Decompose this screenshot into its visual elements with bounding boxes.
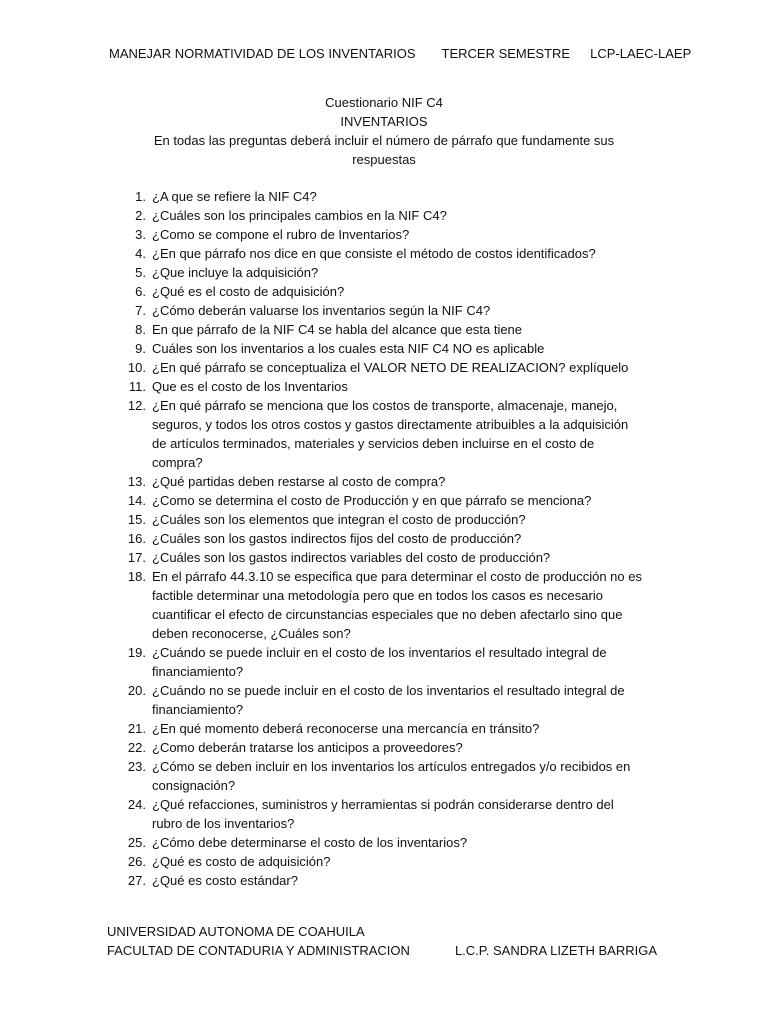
question-number: 6. [135,284,146,299]
question-text: ¿Qué es costo de adquisición? [152,854,331,869]
question-text: En que párrafo de la NIF C4 se habla del alcance que esta tiene [152,322,523,337]
question-item [0,491,642,510]
question-number: 22. [127,740,146,755]
question-text: Que es el costo de los Inventarios [152,379,348,394]
question-item [0,244,642,263]
question-item [0,396,642,472]
question-text: En el párrafo 44.3.10 se especifica que para determinar el costo de producción no es factible determinar una metodología pero que en todos los casos es necesario cuantificar el efecto de circunstancias especiales que no deben afectarlo sino que deben reconocerse, ¿Cuáles son? [152,569,642,641]
question-list [0,187,768,890]
question-text: ¿Cuándo se puede incluir en el costo de los inventarios el resultado integral de financiamiento? [152,645,607,679]
question-text: ¿En que párrafo nos dice en que consiste el método de costos identificados? [152,246,596,261]
question-item [0,282,642,301]
question-number: 24. [127,797,146,812]
question-number: 1. [135,189,146,204]
question-item [0,510,642,529]
question-text: ¿En qué párrafo se conceptualiza el VALOR NETO DE REALIZACION? explíquelo [152,360,629,375]
question-item [0,529,642,548]
question-text: ¿Qué es el costo de adquisición? [152,284,345,299]
question-item [0,738,642,757]
question-text: Cuáles son los inventarios a los cuales esta NIF C4 NO es aplicable [152,341,545,356]
question-number: 20. [127,683,146,698]
question-text: ¿Qué es costo estándar? [152,873,298,888]
question-text: ¿Cómo deberán valuarse los inventarios según la NIF C4? [152,303,491,318]
question-text: ¿Cuáles son los gastos indirectos variables del costo de producción? [152,550,551,565]
question-item [0,225,642,244]
question-text: ¿Cuáles son los elementos que integran el costo de producción? [152,512,526,527]
question-number: 9. [135,341,146,356]
question-text: ¿A que se refiere la NIF C4? [152,189,317,204]
question-number: 23. [127,759,146,774]
page-header [109,46,692,61]
question-item [0,339,642,358]
question-item [0,548,642,567]
question-text: ¿En qué párrafo se menciona que los costos de transporte, almacenaje, manejo, seguros, y todos los otros costos y gastos directamente atribuibles a la adquisición de artículos terminados, materiales y servicios deben incluirse en el costo de compra? [152,398,629,470]
question-item [0,833,642,852]
question-item [0,852,642,871]
question-number: 5. [135,265,146,280]
question-item [0,320,642,339]
question-text: ¿Qué partidas deben restarse al costo de compra? [152,474,446,489]
footer-university: UNIVERSIDAD AUTONOMA DE COAHUILA [107,924,365,939]
instruction-text: En todas las preguntas deberá incluir el número de párrafo que fundamente sus respuestas [153,133,615,167]
question-text: ¿Cuáles son los principales cambios en la NIF C4? [152,208,447,223]
question-number: 14. [127,493,146,508]
question-text: ¿Que incluye la adquisición? [152,265,319,280]
questionnaire-title: Cuestionario NIF C4 [325,95,443,110]
question-item [0,206,642,225]
question-item [0,263,642,282]
question-number: 15. [127,512,146,527]
question-number: 3. [135,227,146,242]
question-item [0,567,642,643]
question-text: ¿Como deberán tratarse los anticipos a proveedores? [152,740,463,755]
question-item [0,719,642,738]
question-item [0,187,642,206]
question-number: 26. [127,854,146,869]
question-text: ¿En qué momento deberá reconocerse una mercancía en tránsito? [152,721,540,736]
question-item [0,472,642,491]
question-number: 8. [135,322,146,337]
question-text: ¿Cuáles son los gastos indirectos fijos del costo de producción? [152,531,522,546]
question-item [0,757,642,795]
question-text: ¿Cómo debe determinarse el costo de los inventarios? [152,835,468,850]
question-text: ¿Como se determina el costo de Producción y en que párrafo se menciona? [152,493,592,508]
question-number: 10. [127,360,146,375]
question-number: 19. [127,645,146,660]
question-item [0,301,642,320]
header-programs: LCP-LAEC-LAEP [590,46,692,61]
question-number: 12. [127,398,146,413]
question-item [0,377,642,396]
question-text: ¿Cómo se deben incluir en los inventarios los artículos entregados y/o recibidos en consignación? [152,759,631,793]
question-number: 7. [135,303,146,318]
page-footer [107,922,667,960]
footer-faculty: FACULTAD DE CONTADURIA Y ADMINISTRACION [107,943,410,958]
question-number: 27. [127,873,146,888]
question-number: 2. [135,208,146,223]
question-item [0,681,642,719]
question-item [0,643,642,681]
question-number: 25. [127,835,146,850]
question-number: 18. [127,569,146,584]
header-subject: MANEJAR NORMATIVIDAD DE LOS INVENTARIOS [109,46,416,61]
question-number: 4. [135,246,146,261]
question-number: 21. [127,721,146,736]
question-item [0,871,642,890]
footer-author: L.C.P. SANDRA LIZETH BARRIGA [454,943,657,958]
question-number: 16. [127,531,146,546]
question-text: ¿Cuándo no se puede incluir en el costo de los inventarios el resultado integral de financiamiento? [152,683,625,717]
question-item [0,358,642,377]
header-semester: TERCER SEMESTRE [441,46,571,61]
question-number: 17. [127,550,146,565]
question-text: ¿Qué refacciones, suministros y herramientas si podrán considerarse dentro del rubro de los inventarios? [152,797,614,831]
question-text: ¿Como se compone el rubro de Inventarios? [152,227,410,242]
question-item [0,795,642,833]
question-number: 11. [128,379,146,394]
title-block [134,93,634,169]
topic-title: INVENTARIOS [340,114,428,129]
question-number: 13. [127,474,146,489]
